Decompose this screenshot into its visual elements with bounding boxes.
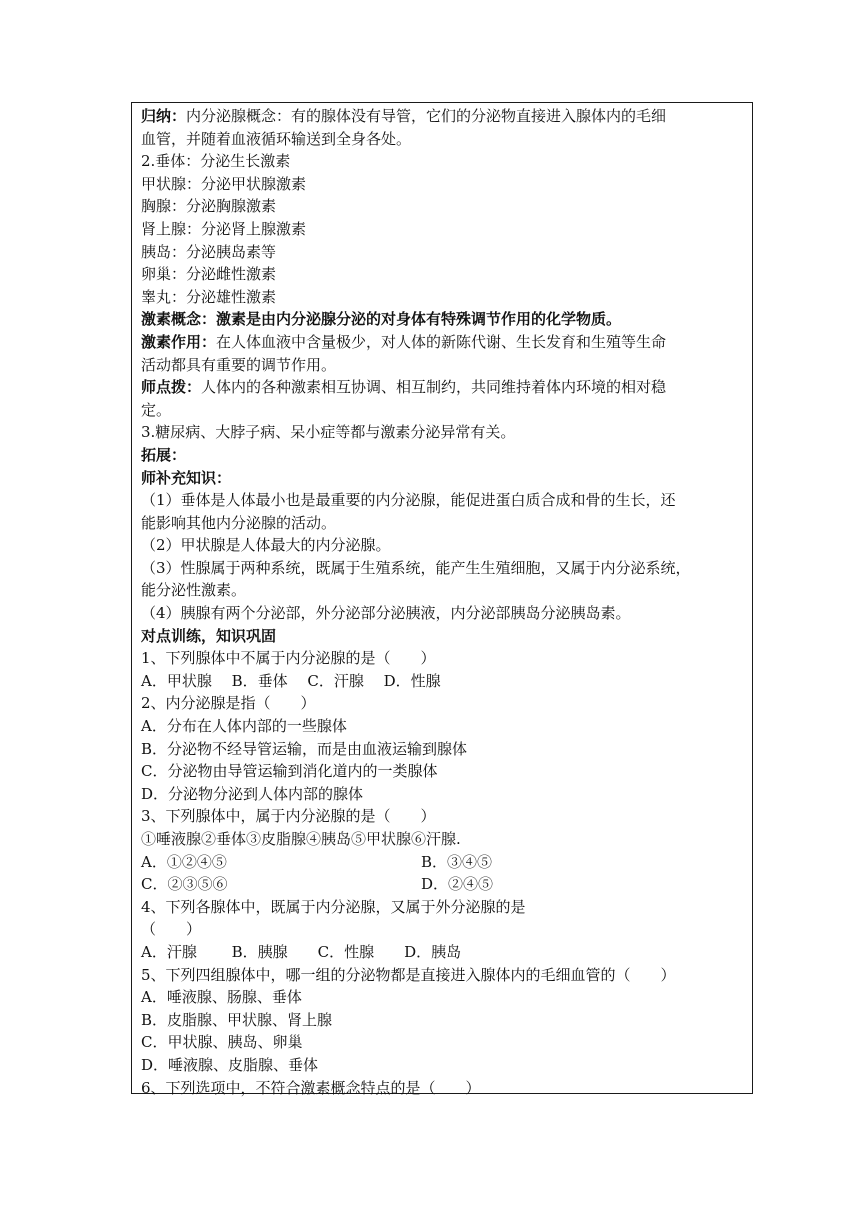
hormone-function-label: 激素作用： (141, 332, 217, 351)
question-2-option-d: D．分泌物分泌到人体内部的腺体 (141, 784, 364, 803)
question-6: 6、下列选项中，不符合激素概念特点的是（ ） (141, 1078, 481, 1097)
text-line: 甲状腺：分泌甲状腺激素 (141, 174, 307, 193)
practice-heading: 对点训练，知识巩固 (141, 626, 277, 645)
question-1: 1、下列腺体中不属于内分泌腺的是（ ） (141, 649, 436, 668)
text-line: 血管，并随着血液循环输送到全身各处。 (141, 129, 412, 148)
summary-line: 归纳：内分泌腺概念：有的腺体没有导管，它们的分泌物直接进入腺体内的毛细 (141, 107, 667, 125)
question-5-option-b: B．皮脂腺、甲状腺、肾上腺 (141, 1010, 333, 1029)
teacher-tip-label: 师点拨： (141, 378, 202, 397)
summary-label: 归纳： (141, 107, 187, 125)
question-4: 4、下列各腺体中，既属于内分泌腺，又属于外分泌腺的是 (141, 897, 526, 916)
question-2-option-b: B．分泌物不经导管运输，而是由血液运输到腺体 (141, 739, 468, 758)
question-3-option-c: C．②③⑤⑥ (141, 875, 228, 894)
text-line: 睾丸：分泌雄性激素 (141, 287, 277, 306)
question-3-option-a: A．①②④⑤ (141, 852, 227, 871)
question-3-items: ①唾液腺②垂体③皮脂腺④胰岛⑤甲状腺⑥汗腺. (141, 830, 461, 848)
text-line: 胰岛：分泌胰岛素等 (141, 242, 277, 261)
text-line: （2）甲状腺是人体最大的内分泌腺。 (141, 536, 391, 555)
text-line: 肾上腺：分泌肾上腺激素 (141, 219, 307, 238)
extension-heading: 拓展： (141, 445, 187, 464)
question-5: 5、下列四组腺体中，哪一组的分泌物都是直接进入腺体内的毛细血管的（ ） (141, 965, 676, 984)
text-line: 2.垂体：分泌生长激素 (141, 152, 291, 171)
text-line: （4）胰腺有两个分泌部，外分泌部分泌胰液，内分泌部胰岛分泌胰岛素。 (141, 604, 631, 623)
question-5-option-a: A．唾液腺、肠腺、垂体 (141, 988, 302, 1007)
question-4-paren: （ ） (141, 920, 202, 939)
hormone-function-line: 激素作用：在人体血液中含量极少，对人体的新陈代谢、生长发育和生殖等生命 (141, 332, 667, 351)
question-4-options: A．汗腺 B．胰腺 C．性腺 D．胰岛 (141, 942, 462, 961)
text-line: 能影响其他内分泌腺的活动。 (141, 513, 337, 532)
question-3-options-row-2 (141, 873, 749, 896)
text-line: 定。 (141, 400, 172, 419)
question-5-option-d: D．唾液腺、皮脂腺、垂体 (141, 1055, 319, 1074)
hormone-concept-line: 激素概念：激素是由内分泌腺分泌的对身体有特殊调节作用的化学物质。 (141, 310, 622, 329)
question-2: 2、内分泌腺是指（ ） (141, 694, 316, 713)
question-2-option-c: C．分泌物由导管运输到消化道内的一类腺体 (141, 762, 438, 781)
text-line: （3）性腺属于两种系统，既属于生殖系统，能产生生殖细胞，又属于内分泌系统， (141, 558, 691, 577)
question-3-options-row-1 (141, 851, 749, 874)
text-line: 胸腺：分泌胸腺激素 (141, 197, 277, 216)
text-line: 3.糖尿病、大脖子病、呆小症等都与激素分泌异常有关。 (141, 423, 516, 442)
teacher-tip-line: 师点拨：人体内的各种激素相互协调、相互制约，共同维持着体内环境的相对稳 (141, 378, 667, 397)
text-line: 能分泌性激素。 (141, 581, 247, 600)
text-line: （1）垂体是人体最小也是最重要的内分泌腺，能促进蛋白质合成和骨的生长，还 (141, 491, 676, 510)
supplement-heading: 师补充知识： (141, 468, 232, 487)
question-3-option-b: B．③④⑤ (421, 852, 493, 871)
question-3-option-d: D．②④⑤ (421, 875, 494, 894)
text-line: 活动都具有重要的调节作用。 (141, 355, 337, 374)
lesson-content (141, 105, 749, 1099)
question-1-options: A．甲状腺 B．垂体 C．汗腺 D．性腺 (141, 671, 441, 690)
question-3: 3、下列腺体中，属于内分泌腺的是（ ） (141, 807, 436, 826)
question-2-option-a: A．分布在人体内部的一些腺体 (141, 717, 347, 736)
text-line: 卵巢：分泌雌性激素 (141, 265, 277, 284)
question-5-option-c: C．甲状腺、胰岛、卵巢 (141, 1033, 303, 1052)
